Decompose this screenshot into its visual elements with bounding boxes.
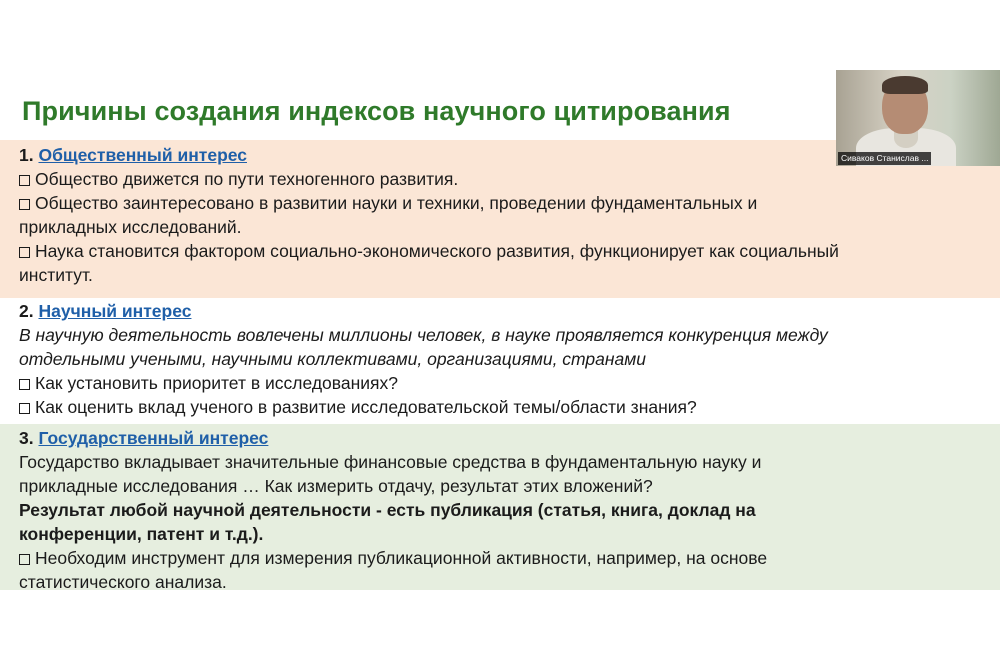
- checkbox-bullet-icon: [19, 554, 30, 565]
- section-heading: [19, 299, 980, 323]
- bullet-text: Как установить приоритет в исследованиях?: [35, 373, 399, 393]
- bullet-text: Необходим инструмент для измерения публикационной активности, например, на основе: [35, 548, 768, 568]
- checkbox-bullet-icon: [19, 199, 30, 210]
- bullet-text: Общество движется по пути техногенного развития.: [35, 169, 459, 189]
- bullet-text: Наука становится фактором социально-экономического развития, функционирует как социальный: [35, 241, 839, 261]
- slide-title: Причины создания индексов научного цитирования: [22, 96, 731, 126]
- section-state-interest: [0, 424, 1000, 590]
- section-heading-link[interactable]: Научный интерес: [38, 301, 192, 321]
- text-line: Государство вкладывает значительные финансовые средства в фундаментальную науку и: [19, 452, 762, 472]
- checkbox-bullet-icon: [19, 175, 30, 186]
- section-number: 2.: [19, 301, 34, 321]
- bold-line: конференции, патент и т.д.).: [19, 524, 264, 544]
- continuation-line: институт.: [19, 265, 93, 285]
- italic-line: В научную деятельность вовлечены миллионы человек, в науке проявляется конкуренция между: [19, 325, 828, 345]
- bullet-text: Общество заинтересовано в развитии науки и техники, проведении фундаментальных и: [35, 193, 758, 213]
- section-number: 3.: [19, 428, 34, 448]
- bullet-line: [19, 167, 980, 191]
- checkbox-bullet-icon: [19, 247, 30, 258]
- text-line: прикладные исследования … Как измерить отдачу, результат этих вложений?: [19, 476, 653, 496]
- bullet-line: [19, 371, 980, 395]
- italic-line: отдельными учеными, научными коллективами, организациями, странами: [19, 349, 646, 369]
- continuation-line: прикладных исследований.: [19, 217, 242, 237]
- bold-line: Результат любой научной деятельности - есть публикация (статья, книга, доклад на: [19, 500, 756, 520]
- section-number: 1.: [19, 145, 34, 165]
- bullet-line: [19, 395, 980, 419]
- checkbox-bullet-icon: [19, 403, 30, 414]
- participant-video-tile[interactable]: [836, 70, 1000, 166]
- continuation-line: статистического анализа.: [19, 572, 227, 592]
- section-heading-link[interactable]: Государственный интерес: [38, 428, 269, 448]
- section-heading: [19, 426, 980, 450]
- bullet-line: [19, 191, 980, 215]
- section-heading-link[interactable]: Общественный интерес: [38, 145, 247, 165]
- bullet-line: [19, 239, 980, 263]
- participant-hair: [882, 76, 928, 94]
- checkbox-bullet-icon: [19, 379, 30, 390]
- section-scientific-interest: [0, 298, 1000, 424]
- bullet-text: Как оценить вклад ученого в развитие исследовательской темы/области знания?: [35, 397, 697, 417]
- participant-name-label: Сиваков Станислав ...: [838, 152, 931, 165]
- bullet-line: [19, 546, 980, 570]
